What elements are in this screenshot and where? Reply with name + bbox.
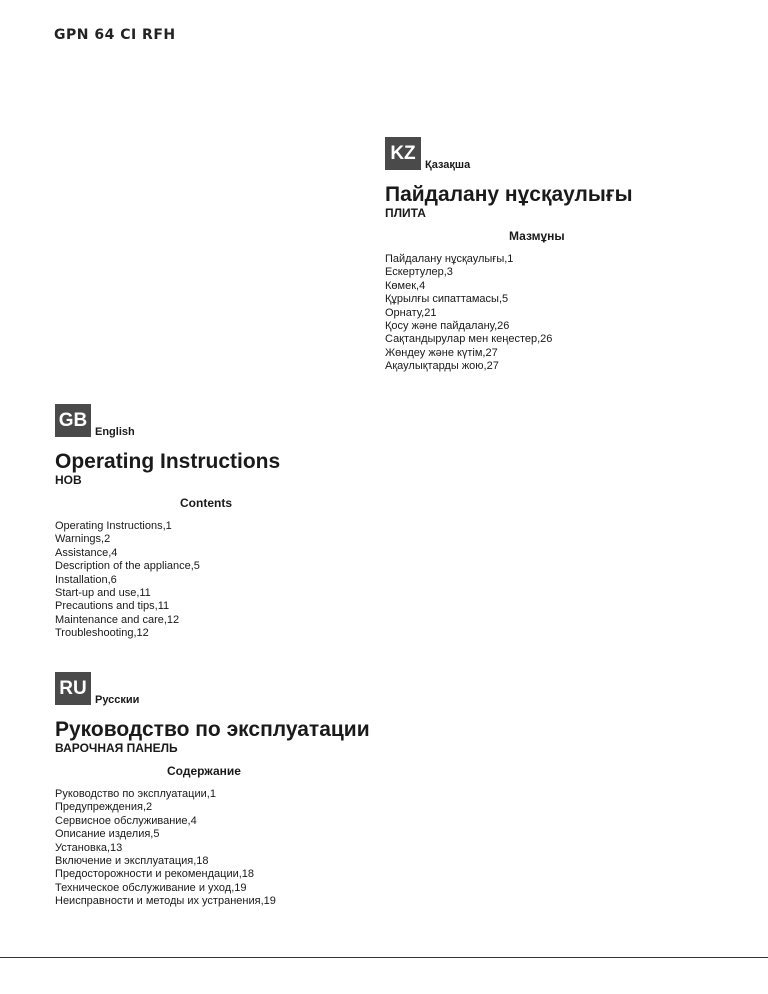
- toc-item[interactable]: Құрылғы сипаттамасы,5: [385, 293, 509, 306]
- toc-item[interactable]: Орнату,21: [385, 306, 437, 319]
- toc-item[interactable]: Ақаулықтарды жою,27: [385, 360, 499, 373]
- contents-heading: Содержание: [167, 764, 241, 778]
- toc-item[interactable]: Предосторожности и рекомендации,18: [55, 868, 255, 881]
- toc-item[interactable]: Warnings,2: [55, 533, 111, 546]
- toc-list: [385, 253, 633, 374]
- toc-item[interactable]: Assistance,4: [55, 546, 118, 559]
- product-type: ПЛИТА: [385, 206, 426, 220]
- toc-item[interactable]: Предупреждения,2: [55, 801, 153, 814]
- toc-item[interactable]: Пайдалану нұсқаулығы,1: [385, 253, 514, 265]
- toc-item[interactable]: Maintenance and care,12: [55, 613, 180, 626]
- footer-divider: [0, 957, 768, 958]
- toc-item[interactable]: Жөндеу және күтім,27: [385, 346, 498, 359]
- language-header: [385, 137, 633, 170]
- toc-item[interactable]: Description of the appliance,5: [55, 560, 200, 573]
- toc-item[interactable]: Руководство по эксплуатации,1: [55, 788, 216, 800]
- language-badge: RU: [55, 672, 91, 705]
- toc-item[interactable]: Сақтандырулар мен кеңестер,26: [385, 333, 553, 346]
- toc-item[interactable]: Установка,13: [55, 841, 123, 854]
- language-name: English: [95, 426, 135, 438]
- toc-item[interactable]: Қосу және пайдалану,26: [385, 320, 510, 333]
- contents-heading: Мазмұны: [509, 229, 565, 243]
- toc-item[interactable]: Troubleshooting,12: [55, 627, 149, 640]
- language-name: Русскии: [95, 694, 140, 706]
- section-kz: [385, 137, 633, 374]
- toc-item[interactable]: Көмек,4: [385, 279, 426, 292]
- section-ru: [55, 672, 370, 909]
- language-header: [55, 404, 280, 437]
- toc-item[interactable]: Описание изделия,5: [55, 828, 160, 841]
- section-title: Руководство по эксплуатации: [55, 718, 370, 741]
- language-badge: KZ: [385, 137, 421, 170]
- section-title: Пайдалану нұсқаулығы: [385, 183, 633, 206]
- contents-heading: Contents: [180, 496, 232, 510]
- toc-item[interactable]: Ескертулер,3: [385, 266, 453, 279]
- toc-item[interactable]: Техническое обслуживание и уход,19: [55, 881, 247, 894]
- toc-item[interactable]: Включение и эксплуатация,18: [55, 855, 209, 868]
- toc-item[interactable]: Start-up and use,11: [55, 587, 151, 600]
- language-header: [55, 672, 370, 705]
- model-number: GPN 64 CI RFH: [54, 27, 176, 43]
- language-name: Қазақша: [425, 159, 471, 171]
- toc-item[interactable]: Precautions and tips,11: [55, 600, 170, 613]
- product-type: ВАРОЧНАЯ ПАНЕЛЬ: [55, 741, 178, 755]
- toc-item[interactable]: Неисправности и методы их устранения,19: [55, 895, 276, 908]
- section-gb: [55, 404, 280, 641]
- toc-item[interactable]: Operating Instructions,1: [55, 520, 172, 532]
- toc-list: [55, 788, 370, 909]
- language-badge: GB: [55, 404, 91, 437]
- section-title: Operating Instructions: [55, 450, 281, 473]
- toc-list: [55, 520, 280, 641]
- product-type: HOB: [55, 473, 82, 487]
- toc-item[interactable]: Сервисное обслуживание,4: [55, 814, 197, 827]
- toc-item[interactable]: Installation,6: [55, 573, 117, 586]
